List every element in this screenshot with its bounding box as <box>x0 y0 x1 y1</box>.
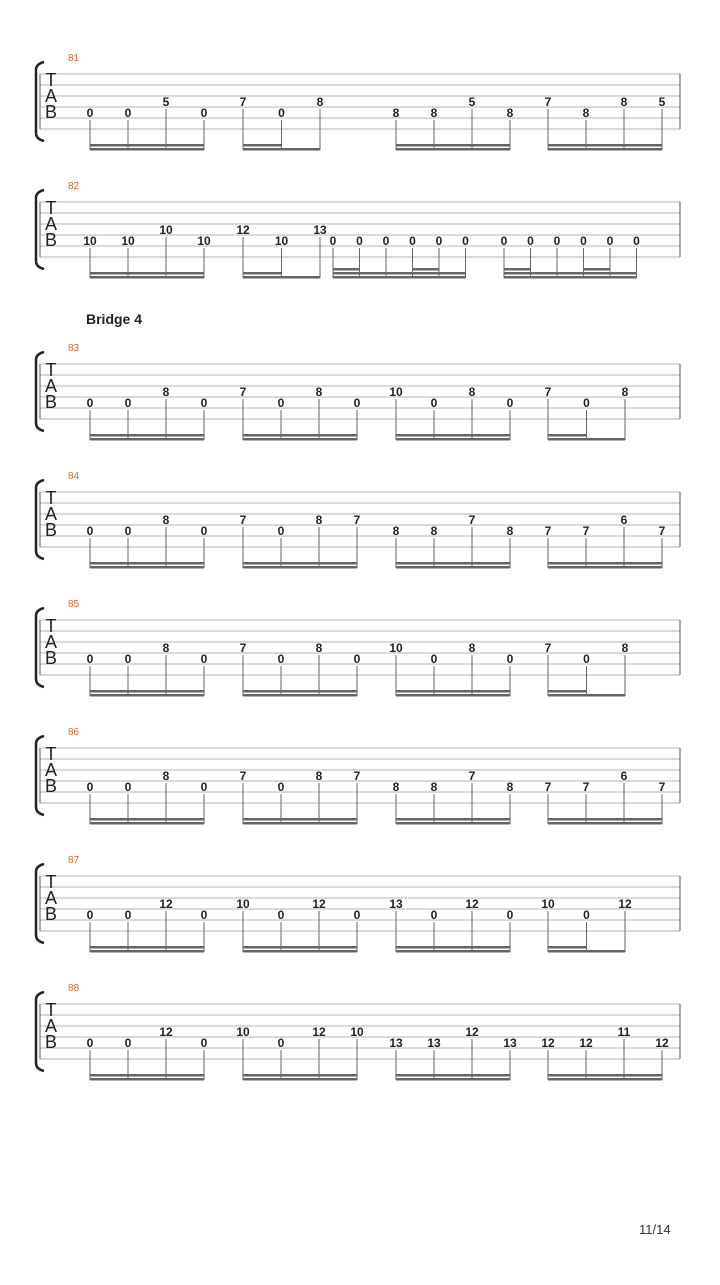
beam-primary <box>90 148 204 151</box>
fret-number: 12 <box>465 897 479 911</box>
fret-number: 7 <box>239 95 247 109</box>
fret-number: 11 <box>617 1025 631 1039</box>
tab-clef-letter: A <box>44 760 58 780</box>
beam-primary <box>396 148 510 151</box>
fret-number: 0 <box>277 396 285 410</box>
section-label-bridge-4: Bridge 4 <box>86 311 143 327</box>
beam-secondary <box>90 434 204 437</box>
fret-number: 7 <box>544 780 552 794</box>
beam-primary <box>243 276 320 279</box>
beam-secondary <box>243 144 282 147</box>
tab-clef-letter: B <box>44 230 58 250</box>
fret-number: 8 <box>506 106 514 120</box>
beam-secondary <box>548 818 662 821</box>
fret-number: 6 <box>620 769 628 783</box>
fret-number: 7 <box>468 513 476 527</box>
fret-number: 7 <box>239 513 247 527</box>
beam-primary <box>90 1078 204 1081</box>
beam-primary <box>333 276 466 279</box>
fret-number: 0 <box>124 396 132 410</box>
beam-primary <box>548 694 625 697</box>
beam-primary <box>243 950 357 953</box>
fret-number: 0 <box>86 780 94 794</box>
fret-number: 8 <box>430 780 438 794</box>
fret-number: 0 <box>86 396 94 410</box>
fret-number: 0 <box>200 106 208 120</box>
fret-number: 0 <box>506 908 514 922</box>
fret-number: 8 <box>506 780 514 794</box>
tab-clef-letter: B <box>44 102 58 122</box>
fret-number: 0 <box>382 234 390 248</box>
tab-clef-letter: T <box>45 744 57 764</box>
tab-clef-letter: A <box>44 214 58 234</box>
fret-number: 0 <box>86 1036 94 1050</box>
fret-number: 8 <box>392 780 400 794</box>
fret-number: 0 <box>124 1036 132 1050</box>
tab-clef-letter: T <box>45 70 57 90</box>
fret-number: 10 <box>121 234 135 248</box>
beam-primary <box>90 822 204 825</box>
tab-clef-letter: A <box>44 504 58 524</box>
fret-number: 7 <box>582 780 590 794</box>
beam-primary <box>90 276 204 279</box>
fret-number: 12 <box>312 1025 326 1039</box>
fret-number: 7 <box>544 641 552 655</box>
fret-number: 0 <box>430 908 438 922</box>
beam-secondary <box>243 434 357 437</box>
beam-secondary <box>396 562 510 565</box>
fret-number: 10 <box>197 234 211 248</box>
beam-primary <box>243 822 357 825</box>
tab-clef-letter: B <box>44 648 58 668</box>
fret-number: 0 <box>124 652 132 666</box>
fret-number: 0 <box>462 234 469 248</box>
fret-number: 5 <box>162 95 170 109</box>
beam-secondary <box>90 1074 204 1077</box>
fret-number: 0 <box>527 234 534 248</box>
fret-number: 8 <box>392 524 400 538</box>
tab-clef-letter: A <box>44 1016 58 1036</box>
fret-number: 7 <box>658 524 666 538</box>
fret-number: 8 <box>468 641 476 655</box>
beam-secondary <box>243 818 357 821</box>
beam-secondary <box>333 272 466 275</box>
fret-number: 0 <box>277 780 285 794</box>
fret-number: 0 <box>606 234 614 248</box>
fret-number: 0 <box>277 908 285 922</box>
measure-number: 85 <box>68 599 80 610</box>
page-number: 11/14 <box>639 1222 671 1237</box>
fret-number: 0 <box>277 652 285 666</box>
beam-secondary <box>396 946 510 949</box>
beam-tertiary <box>333 268 360 271</box>
fret-number: 12 <box>541 1036 555 1050</box>
beam-secondary <box>396 434 510 437</box>
fret-number: 12 <box>579 1036 593 1050</box>
tab-clef-letter: B <box>44 1032 58 1052</box>
beam-secondary <box>243 562 357 565</box>
beam-secondary <box>548 690 587 693</box>
fret-number: 0 <box>409 234 416 248</box>
tab-clef-letter: T <box>45 1000 57 1020</box>
fret-number: 7 <box>544 524 552 538</box>
tab-clef-letter: B <box>44 520 58 540</box>
fret-number: 0 <box>200 780 208 794</box>
beam-tertiary <box>584 268 611 271</box>
fret-number: 0 <box>86 652 94 666</box>
fret-number: 0 <box>353 652 361 666</box>
beam-primary <box>396 950 510 953</box>
fret-number: 12 <box>159 897 173 911</box>
beam-primary <box>396 1078 510 1081</box>
fret-number: 8 <box>468 385 476 399</box>
fret-number: 12 <box>159 1025 173 1039</box>
fret-number: 7 <box>544 385 552 399</box>
fret-number: 8 <box>430 524 438 538</box>
beam-primary <box>243 438 357 441</box>
beam-primary <box>90 950 204 953</box>
fret-number: 0 <box>353 908 361 922</box>
beam-secondary <box>504 272 637 275</box>
fret-number: 6 <box>620 513 628 527</box>
fret-number: 8 <box>392 106 400 120</box>
tab-clef-letter: A <box>44 888 58 908</box>
fret-number: 0 <box>277 1036 285 1050</box>
fret-number: 0 <box>200 908 208 922</box>
beam-primary <box>243 148 320 151</box>
fret-number: 13 <box>389 897 403 911</box>
beam-secondary <box>90 272 204 275</box>
fret-number: 12 <box>618 897 632 911</box>
measure-number: 88 <box>68 983 80 994</box>
fret-number: 13 <box>313 223 327 237</box>
fret-number: 10 <box>389 641 403 655</box>
beam-secondary <box>90 946 204 949</box>
tab-clef-letter: B <box>44 392 58 412</box>
fret-number: 10 <box>159 223 173 237</box>
beam-primary <box>548 950 625 953</box>
beam-secondary <box>90 690 204 693</box>
fret-number: 0 <box>124 780 132 794</box>
fret-number: 10 <box>541 897 555 911</box>
fret-number: 8 <box>582 106 590 120</box>
beam-secondary <box>396 690 510 693</box>
tab-clef-letter: T <box>45 872 57 892</box>
fret-number: 12 <box>655 1036 669 1050</box>
fret-number: 8 <box>162 513 170 527</box>
beam-secondary <box>90 144 204 147</box>
beam-secondary <box>90 562 204 565</box>
beam-secondary <box>243 272 282 275</box>
fret-number: 0 <box>583 652 590 666</box>
fret-number: 0 <box>435 234 443 248</box>
fret-number: 8 <box>315 513 323 527</box>
fret-number: 7 <box>658 780 666 794</box>
beam-secondary <box>548 434 587 437</box>
fret-number: 8 <box>430 106 438 120</box>
beam-secondary <box>243 690 357 693</box>
fret-number: 7 <box>239 385 247 399</box>
fret-number: 7 <box>353 769 361 783</box>
fret-number: 8 <box>621 385 629 399</box>
fret-number: 8 <box>162 641 170 655</box>
fret-number: 8 <box>620 95 628 109</box>
tab-clef-letter: T <box>45 360 57 380</box>
fret-number: 8 <box>315 641 323 655</box>
fret-number: 0 <box>430 396 438 410</box>
tab-clef-letter: T <box>45 616 57 636</box>
fret-number: 0 <box>356 234 363 248</box>
fret-number: 8 <box>315 385 323 399</box>
beam-secondary <box>548 1074 662 1077</box>
measure-number: 87 <box>68 855 80 866</box>
beam-secondary <box>396 1074 510 1077</box>
fret-number: 0 <box>580 234 587 248</box>
beam-primary <box>396 566 510 569</box>
fret-number: 0 <box>430 652 438 666</box>
fret-number: 0 <box>553 234 561 248</box>
beam-secondary <box>90 818 204 821</box>
fret-number: 10 <box>236 1025 250 1039</box>
beam-secondary <box>548 562 662 565</box>
fret-number: 0 <box>86 524 94 538</box>
beam-primary <box>90 566 204 569</box>
fret-number: 7 <box>468 769 476 783</box>
fret-number: 0 <box>200 1036 208 1050</box>
beam-primary <box>548 438 625 441</box>
fret-number: 12 <box>312 897 326 911</box>
fret-number: 0 <box>506 396 514 410</box>
tab-clef-letter: A <box>44 376 58 396</box>
fret-number: 0 <box>500 234 508 248</box>
beam-secondary <box>243 1074 357 1077</box>
beam-primary <box>504 276 637 279</box>
beam-primary <box>396 438 510 441</box>
tab-clef-letter: T <box>45 488 57 508</box>
fret-number: 8 <box>162 385 170 399</box>
beam-primary <box>548 566 662 569</box>
fret-number: 0 <box>353 396 361 410</box>
measure-number: 81 <box>68 53 80 64</box>
fret-number: 8 <box>506 524 514 538</box>
fret-number: 0 <box>633 234 640 248</box>
fret-number: 0 <box>124 524 132 538</box>
tab-clef-letter: A <box>44 632 58 652</box>
fret-number: 5 <box>658 95 666 109</box>
beam-secondary <box>396 144 510 147</box>
fret-number: 7 <box>582 524 590 538</box>
measure-number: 83 <box>68 343 80 354</box>
beam-secondary <box>548 144 662 147</box>
fret-number: 7 <box>239 641 247 655</box>
fret-number: 12 <box>465 1025 479 1039</box>
beam-secondary <box>243 946 357 949</box>
measure-number: 86 <box>68 727 80 738</box>
measure-number: 84 <box>68 471 80 482</box>
beam-primary <box>90 438 204 441</box>
fret-number: 0 <box>86 908 94 922</box>
measure-number: 82 <box>68 181 80 192</box>
tab-clef-letter: A <box>44 86 58 106</box>
fret-number: 10 <box>274 234 289 248</box>
fret-number: 0 <box>329 234 337 248</box>
fret-number: 0 <box>200 524 208 538</box>
beam-secondary <box>396 818 510 821</box>
beam-primary <box>548 822 662 825</box>
beam-primary <box>243 566 357 569</box>
fret-number: 0 <box>124 106 132 120</box>
fret-number: 0 <box>278 106 285 120</box>
beam-primary <box>396 694 510 697</box>
beam-primary <box>243 694 357 697</box>
fret-number: 7 <box>544 95 552 109</box>
beam-tertiary <box>413 268 440 271</box>
fret-number: 10 <box>83 234 97 248</box>
fret-number: 0 <box>506 652 514 666</box>
fret-number: 10 <box>350 1025 364 1039</box>
fret-number: 12 <box>236 223 250 237</box>
fret-number: 10 <box>236 897 250 911</box>
beam-primary <box>396 822 510 825</box>
fret-number: 8 <box>162 769 170 783</box>
fret-number: 13 <box>503 1036 517 1050</box>
beam-secondary <box>548 946 587 949</box>
fret-number: 7 <box>239 769 247 783</box>
fret-number: 8 <box>316 95 324 109</box>
fret-number: 7 <box>353 513 361 527</box>
tab-clef-letter: B <box>44 776 58 796</box>
fret-number: 0 <box>583 396 590 410</box>
fret-number: 0 <box>277 524 285 538</box>
beam-tertiary <box>504 268 531 271</box>
beam-primary <box>548 148 662 151</box>
tab-clef-letter: T <box>45 198 57 218</box>
fret-number: 0 <box>86 106 94 120</box>
tab-clef-letter: B <box>44 904 58 924</box>
fret-number: 0 <box>200 652 208 666</box>
fret-number: 5 <box>468 95 476 109</box>
fret-number: 0 <box>583 908 590 922</box>
fret-number: 0 <box>124 908 132 922</box>
beam-primary <box>548 1078 662 1081</box>
fret-number: 8 <box>621 641 629 655</box>
fret-number: 10 <box>389 385 403 399</box>
fret-number: 13 <box>389 1036 403 1050</box>
fret-number: 8 <box>315 769 323 783</box>
beam-primary <box>243 1078 357 1081</box>
beam-primary <box>90 694 204 697</box>
fret-number: 0 <box>200 396 208 410</box>
fret-number: 13 <box>427 1036 441 1050</box>
